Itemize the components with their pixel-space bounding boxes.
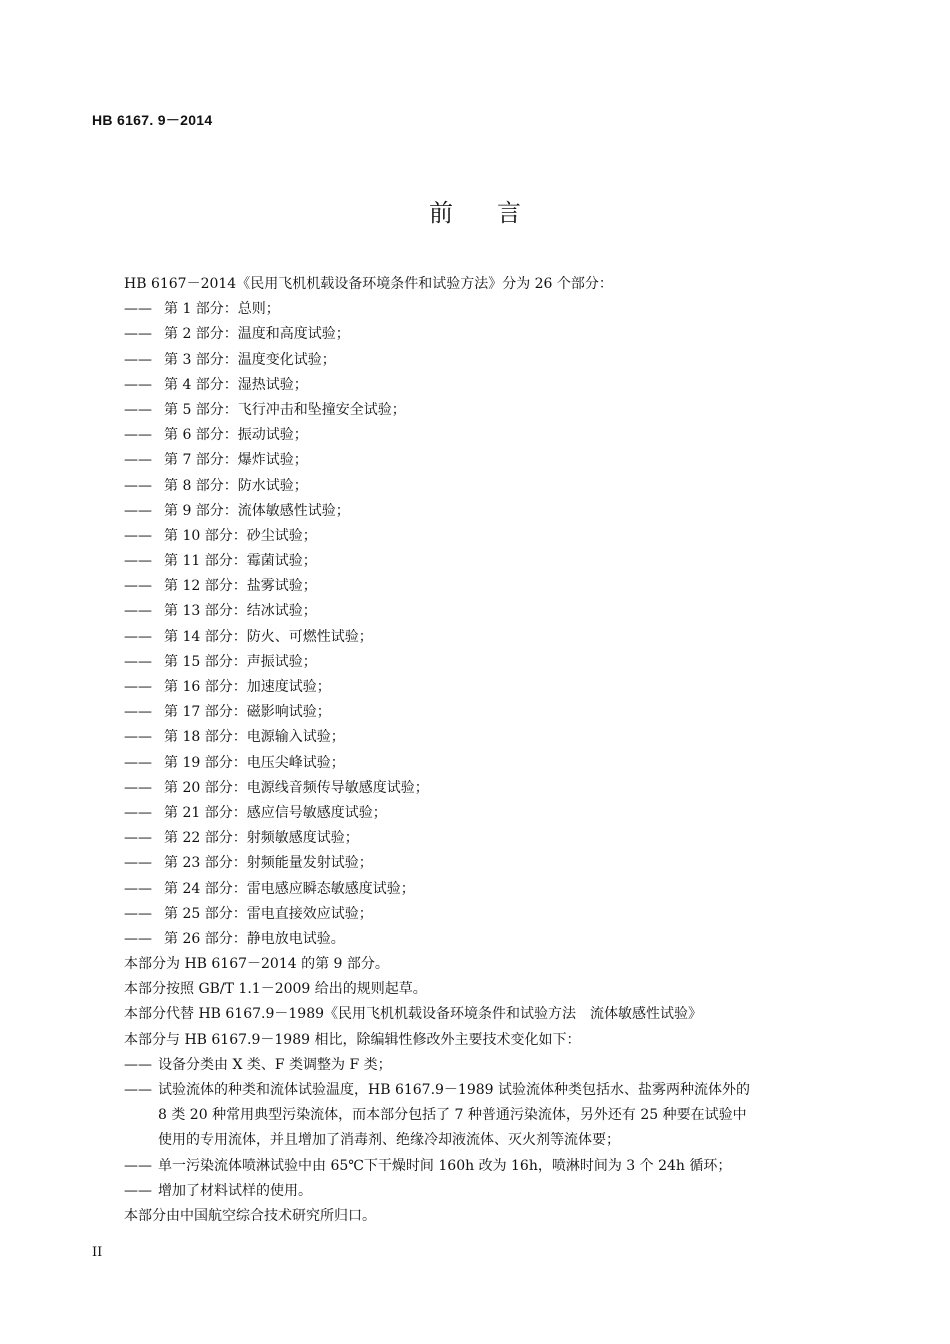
page-title: 前言 <box>429 199 565 227</box>
dash-mark: —— <box>124 578 152 595</box>
dash-mark: —— <box>124 427 152 444</box>
dash-mark: —— <box>124 754 152 771</box>
part-title: 第 25 部分：雷电直接效应试验； <box>164 905 373 922</box>
dash-mark: —— <box>124 401 152 418</box>
part-title: 第 16 部分：加速度试验； <box>164 679 331 695</box>
parts-list <box>124 297 844 952</box>
change-item <box>124 1078 844 1103</box>
part-list-item <box>124 776 844 801</box>
change-item <box>124 1053 844 1078</box>
dash-mark: —— <box>124 653 152 670</box>
statement-replaces: 本部分代替 HB 6167.9－1989《民用飞机机载设备环境条件和试验方法 流体敏感性试验》 <box>124 1006 703 1023</box>
part-title: 第 14 部分：防火、可燃性试验； <box>164 628 373 645</box>
dash-mark: —— <box>124 930 152 947</box>
part-title: 第 12 部分：盐雾试验； <box>164 578 317 595</box>
change-continuation: 使用的专用流体，并且增加了消毒剂、绝缘冷却液流体、灭火剂等流体要； <box>158 1132 620 1149</box>
dash-mark: —— <box>124 830 152 847</box>
part-list-item <box>124 322 844 347</box>
dash-mark: —— <box>124 1157 152 1174</box>
dash-mark: —— <box>124 477 152 494</box>
dash-mark: —— <box>124 1082 152 1098</box>
dash-mark: —— <box>124 452 152 469</box>
part-list-item <box>124 448 844 473</box>
part-title: 第 3 部分：温度变化试验； <box>164 351 336 368</box>
part-list-item <box>124 524 844 549</box>
document-body <box>124 272 844 1229</box>
dash-mark: —— <box>124 502 152 519</box>
change-text: 增加了材料试样的使用。 <box>158 1182 312 1199</box>
statement-drafting-rules: 本部分按照 GB/T 1.1－2009 给出的规则起草。 <box>124 981 427 998</box>
dash-mark: —— <box>124 376 152 393</box>
part-list-item <box>124 927 844 952</box>
page-number: II <box>92 1245 103 1260</box>
part-title: 第 9 部分：流体敏感性试验； <box>164 502 350 519</box>
dash-mark: —— <box>124 905 152 922</box>
part-list-item <box>124 373 844 398</box>
part-title: 第 22 部分：射频敏感度试验； <box>164 830 359 847</box>
part-list-item <box>124 549 844 574</box>
part-title: 第 10 部分：砂尘试验； <box>164 527 317 544</box>
part-title: 第 15 部分：声振试验； <box>164 653 317 670</box>
part-list-item <box>124 599 844 624</box>
change-text: 设备分类由 X 类、F 类调整为 F 类； <box>158 1056 392 1073</box>
part-title: 第 6 部分：振动试验； <box>164 427 308 444</box>
dash-mark: —— <box>124 301 152 318</box>
part-title: 第 8 部分：防水试验； <box>164 477 308 494</box>
change-continuation: 8 类 20 种常用典型污染流体，而本部分包括了 7 种普通污染流体，另外还有 25 种要在试验中 <box>158 1107 747 1124</box>
dash-mark: —— <box>124 628 152 645</box>
part-list-item <box>124 474 844 499</box>
dash-mark: —— <box>124 1182 152 1199</box>
part-title: 第 18 部分：电源输入试验； <box>164 729 345 746</box>
statement-changes-intro: 本部分与 HB 6167.9－1989 相比，除编辑性修改外主要技术变化如下： <box>124 1031 581 1048</box>
part-list-item <box>124 574 844 599</box>
part-list-item <box>124 348 844 373</box>
part-list-item <box>124 826 844 851</box>
part-list-item <box>124 423 844 448</box>
dash-mark: —— <box>124 326 152 343</box>
dash-mark: —— <box>124 679 152 695</box>
part-title: 第 21 部分：感应信号敏感度试验； <box>164 804 387 821</box>
part-list-item <box>124 851 844 876</box>
dash-mark: —— <box>124 527 152 544</box>
dash-mark: —— <box>124 779 152 796</box>
part-list-item <box>124 398 844 423</box>
part-title: 第 7 部分：爆炸试验； <box>164 452 308 469</box>
closing-statement: 本部分由中国航空综合技术研究所归口。 <box>124 1207 376 1224</box>
dash-mark: —— <box>124 351 152 368</box>
dash-mark: —— <box>124 1056 152 1073</box>
change-text: 试验流体的种类和流体试验温度，HB 6167.9－1989 试验流体种类包括水、盐雾两种流体外的 <box>158 1082 751 1098</box>
intro-paragraph: HB 6167－2014《民用飞机机载设备环境条件和试验方法》分为 26 个部分： <box>124 276 613 292</box>
change-item <box>124 1154 844 1179</box>
part-title: 第 23 部分：射频能量发射试验； <box>164 855 373 872</box>
statement-part-number: 本部分为 HB 6167－2014 的第 9 部分。 <box>124 956 389 973</box>
part-title: 第 20 部分：电源线音频传导敏感度试验； <box>164 779 429 796</box>
part-list-item <box>124 877 844 902</box>
part-title: 第 24 部分：雷电感应瞬态敏感度试验； <box>164 880 415 897</box>
part-list-item <box>124 625 844 650</box>
part-list-item <box>124 700 844 725</box>
part-list-item <box>124 297 844 322</box>
change-text: 单一污染流体喷淋试验中由 65℃下干燥时间 160h 改为 16h，喷淋时间为 3 个 24h 循环； <box>158 1157 732 1174</box>
part-title: 第 26 部分：静电放电试验。 <box>164 930 345 947</box>
part-list-item <box>124 675 844 700</box>
part-title: 第 5 部分：飞行冲击和坠撞安全试验； <box>164 401 406 418</box>
document-code: HB 6167. 9－2014 <box>92 112 213 128</box>
part-list-item <box>124 725 844 750</box>
dash-mark: —— <box>124 729 152 746</box>
part-title: 第 11 部分：霉菌试验； <box>164 553 317 570</box>
dash-mark: —— <box>124 855 152 872</box>
dash-mark: —— <box>124 603 152 620</box>
part-list-item <box>124 801 844 826</box>
part-title: 第 1 部分：总则； <box>164 301 280 318</box>
part-list-item <box>124 751 844 776</box>
part-title: 第 2 部分：温度和高度试验； <box>164 326 350 343</box>
change-item <box>124 1179 844 1204</box>
dash-mark: —— <box>124 553 152 570</box>
part-title: 第 4 部分：湿热试验； <box>164 376 308 393</box>
part-title: 第 17 部分：磁影响试验； <box>164 704 331 721</box>
part-list-item <box>124 650 844 675</box>
part-title: 第 13 部分：结冰试验； <box>164 603 317 620</box>
dash-mark: —— <box>124 804 152 821</box>
part-title: 第 19 部分：电压尖峰试验； <box>164 754 345 771</box>
dash-mark: —— <box>124 880 152 897</box>
part-list-item <box>124 499 844 524</box>
part-list-item <box>124 902 844 927</box>
dash-mark: —— <box>124 704 152 721</box>
